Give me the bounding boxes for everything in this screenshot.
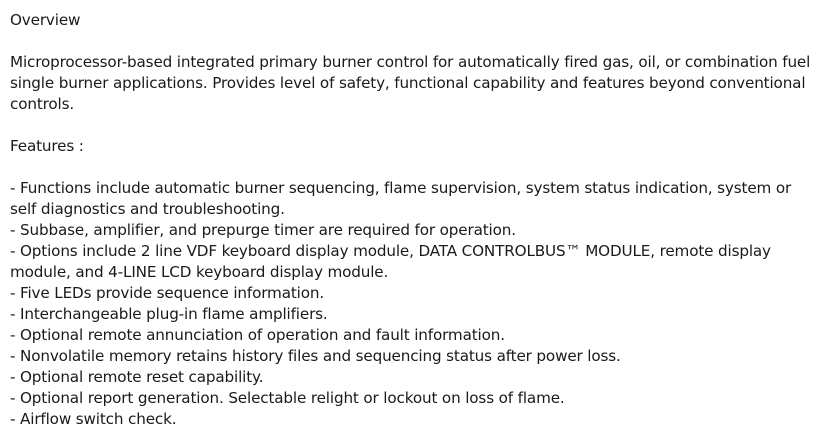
feature-item: - Functions include automatic burner sequencing, flame supervision, system status indication, system or self diagnostics and troubleshooting. bbox=[10, 179, 792, 218]
feature-item: - Interchangeable plug-in flame amplifiers. bbox=[10, 305, 328, 323]
feature-item: - Subbase, amplifier, and prepurge timer are required for operation. bbox=[10, 221, 516, 239]
feature-item: - Optional remote annunciation of operation and fault information. bbox=[10, 326, 505, 344]
spacer bbox=[10, 157, 819, 178]
feature-item: - Optional remote reset capability. bbox=[10, 368, 264, 386]
overview-text: Microprocessor-based integrated primary burner control for automatically fired gas, oil, or combination fuel single burner applications. Provides level of safety, functional capability and features beyond conventional controls. bbox=[10, 53, 811, 113]
overview-heading: Overview bbox=[10, 11, 81, 29]
feature-item: - Nonvolatile memory retains history files and sequencing status after power loss. bbox=[10, 347, 621, 365]
feature-item: - Airflow switch check. bbox=[10, 410, 177, 428]
features-list bbox=[10, 178, 819, 430]
spacer bbox=[10, 115, 819, 136]
features-heading: Features : bbox=[10, 137, 84, 155]
feature-item: - Optional report generation. Selectable relight or lockout on loss of flame. bbox=[10, 389, 565, 407]
spacer bbox=[10, 31, 819, 52]
feature-item: - Options include 2 line VDF keyboard display module, DATA CONTROLBUS™ MODULE, remote display module, and 4-LINE LCD keyboard display module. bbox=[10, 242, 771, 281]
feature-item: - Five LEDs provide sequence information. bbox=[10, 284, 325, 302]
